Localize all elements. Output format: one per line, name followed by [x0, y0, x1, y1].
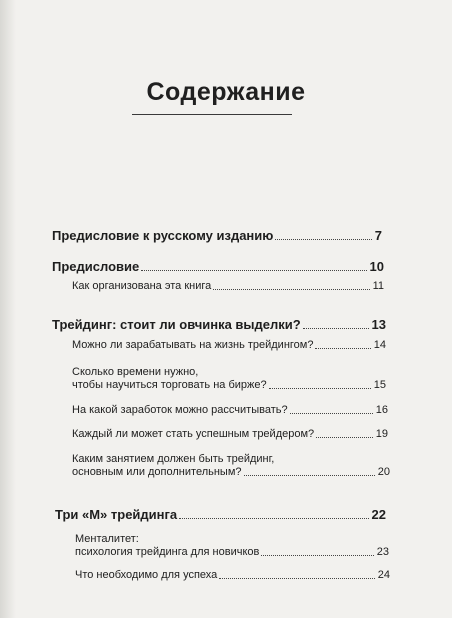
toc-entry-mentality[interactable]: [75, 533, 389, 559]
toc-entry-text: На какой заработок можно рассчитывать?: [72, 404, 288, 416]
toc-page-number: 13: [371, 317, 386, 332]
toc-entry-foreword[interactable]: [52, 259, 384, 274]
toc-entry-earn-living[interactable]: [72, 339, 386, 352]
toc-page-number: 11: [372, 280, 384, 292]
toc-entry-text-line1: Сколько времени нужно,: [72, 366, 199, 378]
toc-page-number: 22: [371, 507, 386, 522]
toc-entry-text-line2: чтобы научиться торговать на бирже?: [72, 379, 267, 391]
toc-leader-dots: [315, 348, 370, 349]
toc-entry-text: Как организована эта книга: [72, 280, 212, 292]
title-underline: [132, 114, 292, 115]
toc-entry-text-line1: Менталитет:: [75, 533, 139, 545]
toc-entry-expected-income[interactable]: [72, 404, 388, 417]
toc-entry-text: Можно ли зарабатывать на жизнь трейдингом?: [72, 339, 314, 351]
toc-leader-dots: [275, 239, 371, 240]
toc-entry-text-line1: Каким занятием должен быть трейдинг,: [72, 453, 275, 465]
toc-entry-text: Три «М» трейдинга: [55, 507, 178, 522]
toc-entry-success-requirements[interactable]: [75, 569, 390, 582]
toc-leader-dots: [316, 437, 373, 438]
toc-entry-anyone-successful[interactable]: [72, 428, 388, 441]
page-title: Содержание: [146, 78, 306, 106]
toc-leader-dots: [141, 270, 366, 271]
toc-entry-three-m[interactable]: [55, 507, 386, 522]
toc-entry-main-or-side[interactable]: [72, 453, 390, 479]
toc-leader-dots: [244, 475, 375, 476]
toc-page-number: 20: [377, 466, 390, 478]
toc-entry-text: Трейдинг: стоит ли овчинка выделки?: [52, 317, 301, 332]
toc-leader-dots: [213, 289, 369, 290]
toc-entry-book-organization[interactable]: [72, 280, 384, 293]
toc-entry-text: Каждый ли может стать успешным трейдером?: [72, 428, 315, 440]
toc-leader-dots: [269, 388, 371, 389]
toc-entry-foreword-russian[interactable]: [52, 228, 382, 243]
toc-page-number: 16: [375, 404, 388, 416]
toc-entry-text: Что необходимо для успеха: [75, 569, 218, 581]
toc-page-number: 14: [373, 339, 386, 351]
toc-entry-text-line2: основным или дополнительным?: [72, 466, 242, 478]
toc-page-number: 24: [377, 569, 390, 581]
toc-leader-dots: [179, 518, 368, 519]
toc-leader-dots: [219, 578, 374, 579]
toc-page-number: 23: [376, 546, 389, 558]
toc-leader-dots: [290, 413, 373, 414]
toc-entry-text-line2: психология трейдинга для новичков: [75, 546, 260, 558]
toc-entry-text: Предисловие: [52, 259, 140, 274]
toc-leader-dots: [261, 555, 373, 556]
toc-entry-text: Предисловие к русскому изданию: [52, 228, 274, 243]
toc-entry-trading-worth-it[interactable]: [52, 317, 386, 332]
toc-page-number: 10: [369, 259, 384, 274]
toc-page-number: 7: [374, 228, 382, 243]
toc-leader-dots: [303, 328, 369, 329]
toc-entry-how-long-to-learn[interactable]: [72, 366, 386, 392]
toc-page-number: 15: [373, 379, 386, 391]
toc-page-number: 19: [375, 428, 388, 440]
